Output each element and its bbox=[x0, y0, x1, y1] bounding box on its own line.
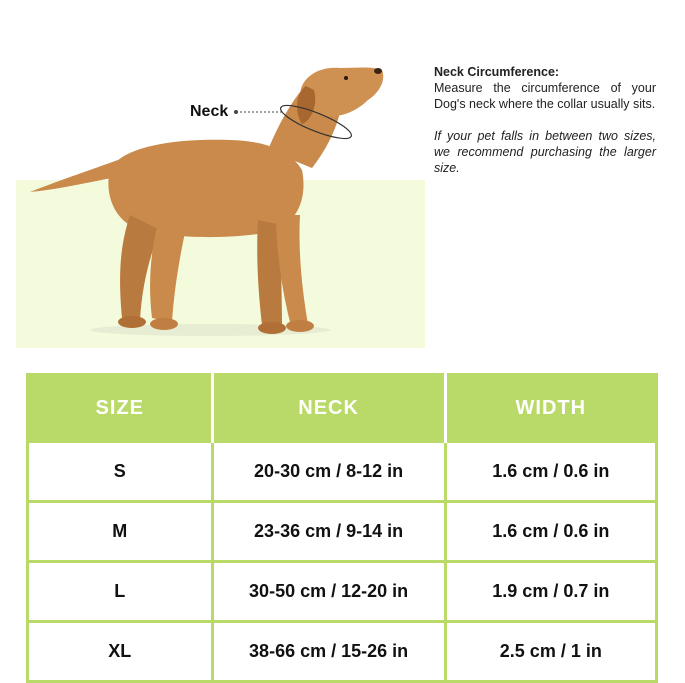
cell-neck: 20-30 cm / 8-12 in bbox=[212, 442, 445, 502]
header-size: SIZE bbox=[28, 375, 213, 442]
cell-width: 1.6 cm / 0.6 in bbox=[445, 442, 656, 502]
table-row bbox=[28, 442, 657, 502]
cell-neck: 38-66 cm / 15-26 in bbox=[212, 622, 445, 682]
cell-neck: 30-50 cm / 12-20 in bbox=[212, 562, 445, 622]
dog-illustration bbox=[0, 0, 430, 360]
cell-size: M bbox=[28, 502, 213, 562]
info-body: Measure the circumference of your Dog's neck where the collar usually sits. bbox=[434, 81, 656, 111]
table-row bbox=[28, 562, 657, 622]
cell-size: XL bbox=[28, 622, 213, 682]
info-note: If your pet falls in between two sizes, we recommend purchasing the larger size. bbox=[434, 129, 656, 175]
table-header-row bbox=[28, 375, 657, 442]
table-row bbox=[28, 622, 657, 682]
cell-width: 2.5 cm / 1 in bbox=[445, 622, 656, 682]
header-neck: NECK bbox=[212, 375, 445, 442]
neck-label: Neck bbox=[190, 103, 229, 120]
cell-neck: 23-36 cm / 9-14 in bbox=[212, 502, 445, 562]
cell-size: L bbox=[28, 562, 213, 622]
header-width: WIDTH bbox=[445, 375, 656, 442]
cell-width: 1.6 cm / 0.6 in bbox=[445, 502, 656, 562]
size-table bbox=[26, 373, 658, 683]
cell-size: S bbox=[28, 442, 213, 502]
cell-width: 1.9 cm / 0.7 in bbox=[445, 562, 656, 622]
info-title: Neck Circumference: bbox=[434, 65, 560, 79]
info-panel bbox=[434, 64, 656, 176]
table-row bbox=[28, 502, 657, 562]
